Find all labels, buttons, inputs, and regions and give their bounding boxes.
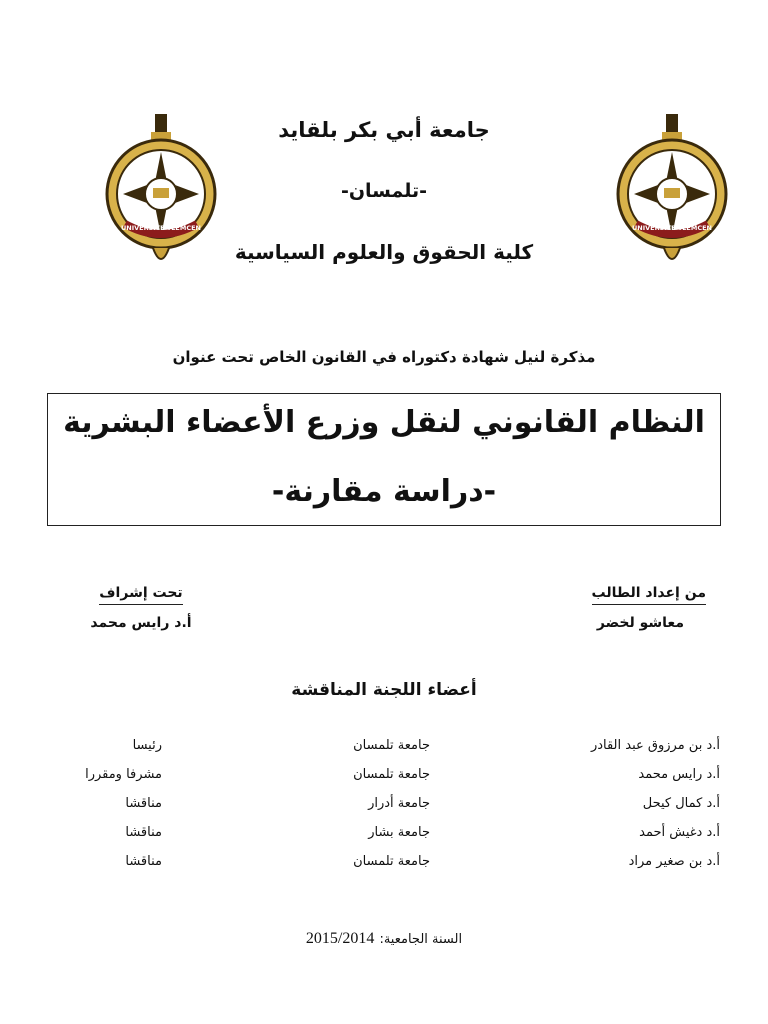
member-name: أ.د دغيش أحمد [639,825,720,840]
member-name: أ.د رايس محمد [638,767,720,782]
member-university: جامعة تلمسان [353,854,430,869]
member-university: جامعة تلمسان [353,767,430,782]
supervisor-name: أ.د رايس محمد [90,615,192,631]
academic-year [0,928,768,948]
emblem-text: UNIVERSITE TLEMCEN [632,224,712,232]
member-role: مناقشا [125,854,162,869]
member-role: مشرفا ومقررا [85,767,162,782]
thesis-subtitle: -دراسة مقارنة- [271,474,497,509]
member-role: مناقشا [125,796,162,811]
supervised-by-block [86,582,196,631]
city-name: -تلمسان- [340,180,428,202]
member-university: جامعة أدرار [368,796,430,811]
member-name: أ.د كمال كيحل [642,796,720,811]
member-university: جامعة بشار [368,825,430,840]
emblem-text: UNIVERSITE TLEMCEN [121,224,201,232]
academic-year-label: السنة الجامعية: [379,932,463,947]
prepared-by-label: من إعداد الطالب [592,585,706,605]
university-name: جامعة أبي بكر بلقايد [278,118,490,142]
academic-year-value: 2015/2014 [305,930,375,947]
prepared-by-block [592,582,706,631]
member-name: أ.د بن صغير مراد [628,854,720,869]
member-role: رئيسا [132,738,162,753]
committee-title: أعضاء اللجنة المناقشة [291,680,477,700]
member-role: مناقشا [125,825,162,840]
student-name: معاشو لخضر [596,615,684,631]
thesis-title: النظام القانوني لنقل وزرع الأعضاء البشرية [63,405,705,440]
supervised-by-label: تحت إشراف [99,585,182,605]
thesis-intro: مذكرة لنيل شهادة دكتوراه في القانون الخاص تحت عنوان [172,348,596,366]
member-name: أ.د بن مرزوق عبد القادر [590,738,720,753]
faculty-name: كلية الحقوق والعلوم السياسية [234,240,534,264]
member-university: جامعة تلمسان [353,738,430,753]
